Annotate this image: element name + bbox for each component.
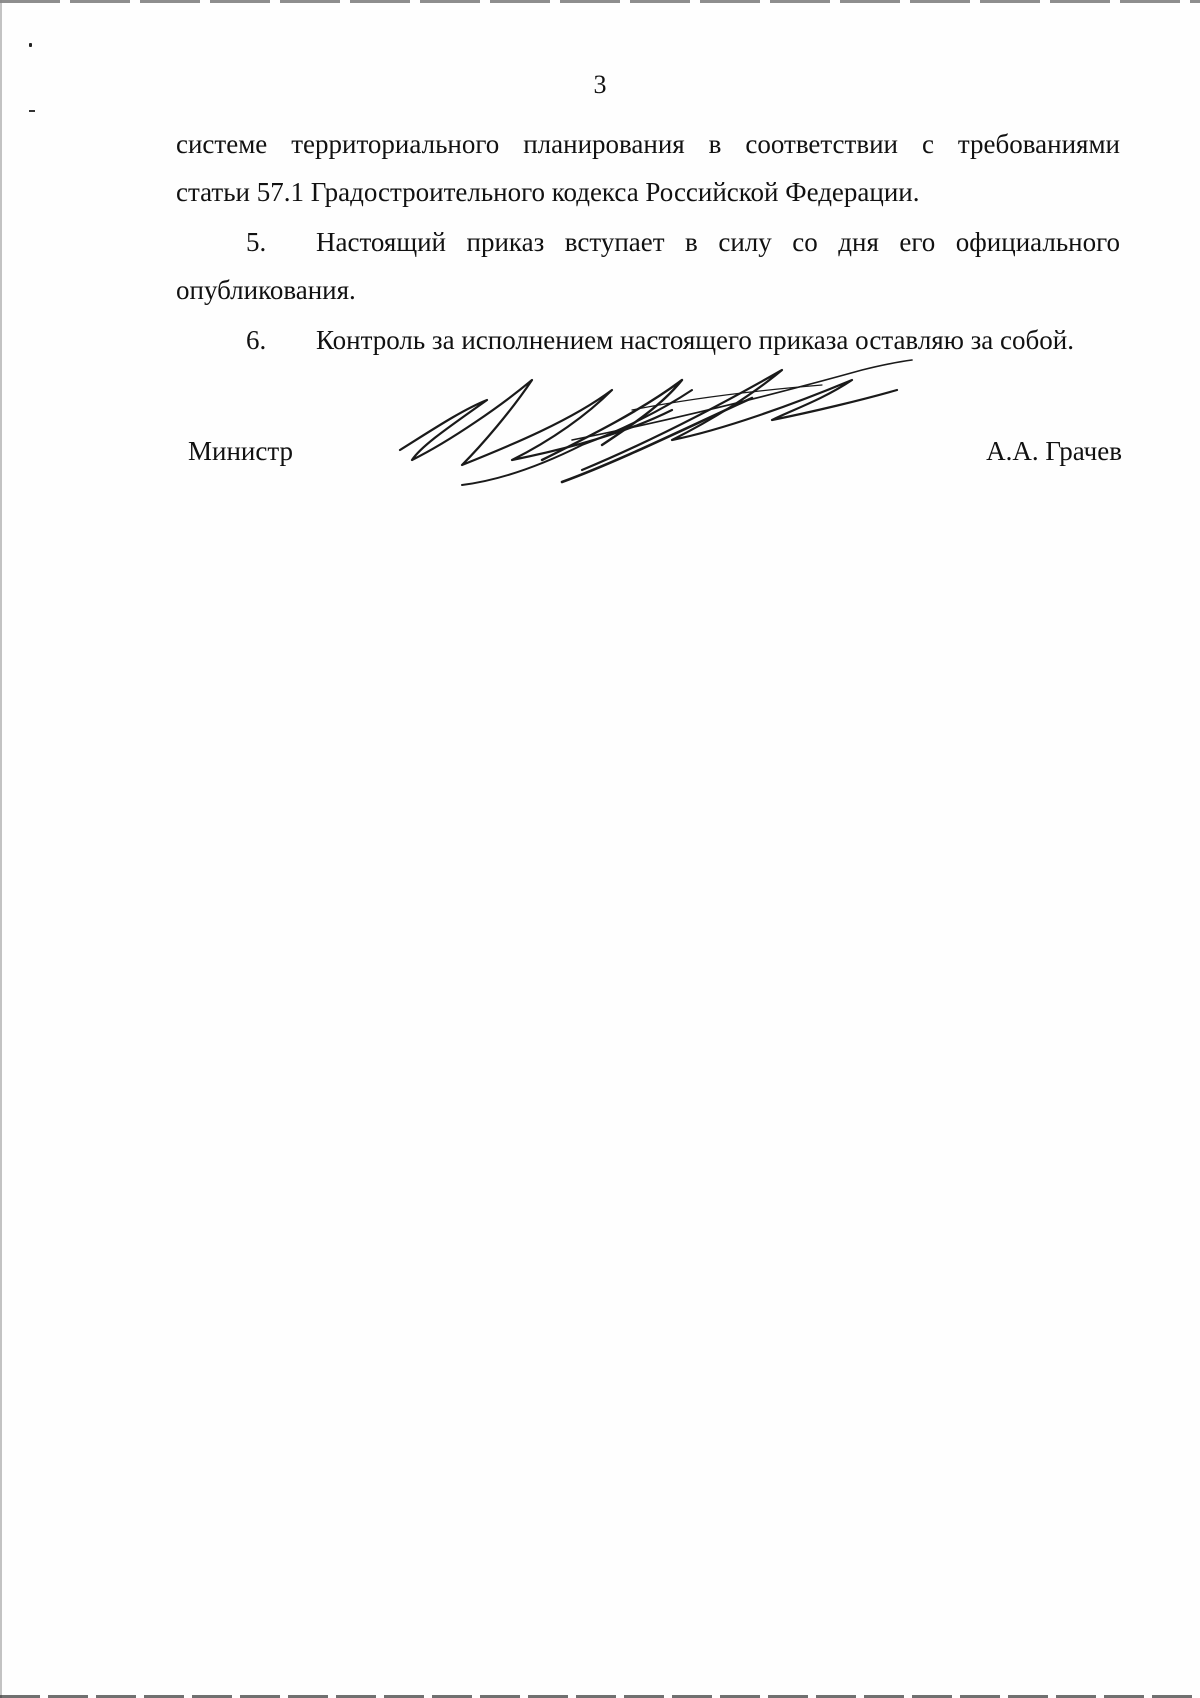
scan-edge-top	[0, 0, 1200, 3]
paragraph-text: Настоящий приказ вступает в силу со дня его официального	[316, 227, 1120, 257]
scan-speck	[29, 110, 35, 112]
paragraph-number: 5.	[246, 227, 267, 257]
paragraph-line: системе территориального планирования в соответствии с требованиями	[176, 129, 1120, 159]
paragraph-line: опубликования.	[176, 275, 356, 305]
paragraph-line	[176, 218, 1120, 266]
paragraph-line: статьи 57.1 Градостроительного кодекса Российской Федерации.	[176, 177, 920, 207]
paragraph-number: 6.	[246, 325, 267, 355]
paragraph-item-5	[176, 218, 1120, 314]
page-number: 3	[593, 70, 607, 99]
paragraph-continuation	[176, 120, 1120, 216]
signer-name: А.А. Грачев	[986, 436, 1122, 466]
signature-block	[0, 432, 1200, 492]
scan-speck	[29, 43, 32, 47]
scan-edge-left	[0, 0, 2, 1698]
paragraph-text: Контроль за исполнением настоящего приказа оставляю за собой.	[316, 325, 1074, 355]
signer-title: Министр	[188, 436, 293, 466]
